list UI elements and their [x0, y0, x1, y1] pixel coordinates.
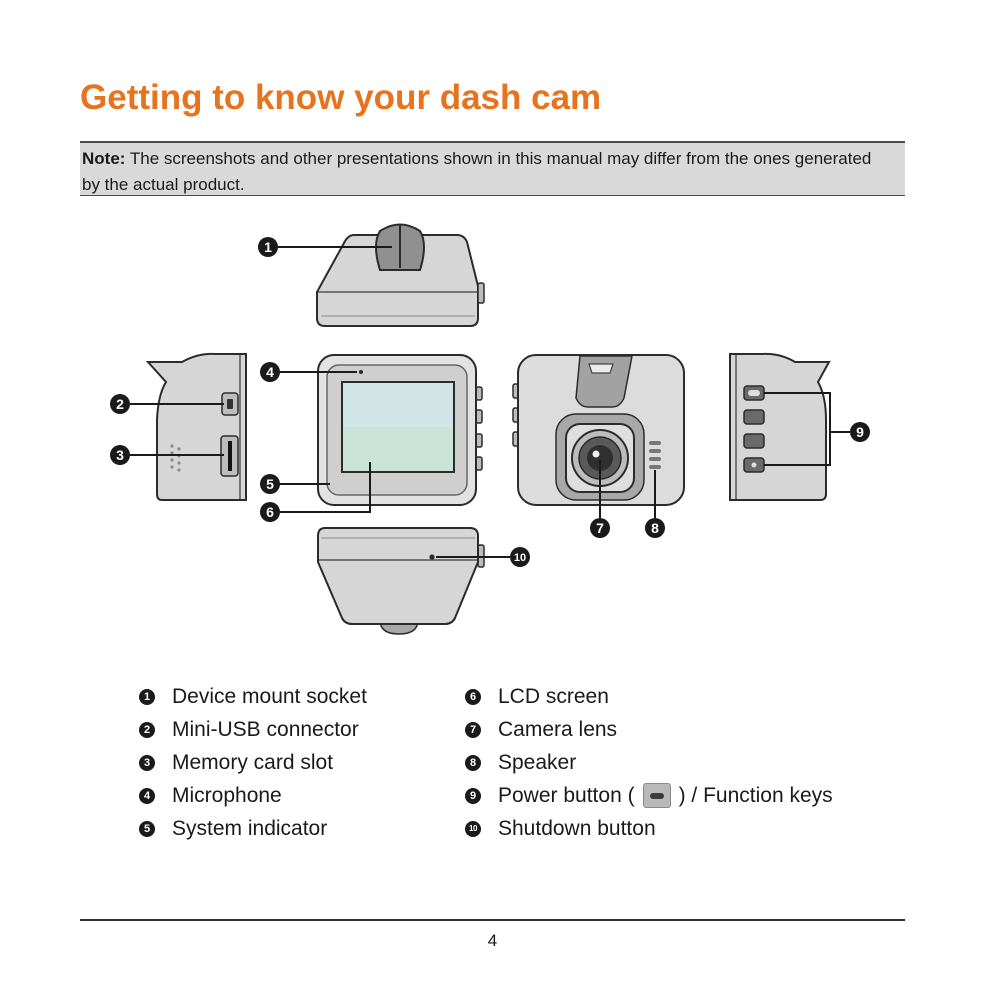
dash-cam-bottom-view: [318, 528, 484, 634]
callout-7: [590, 518, 610, 538]
footer-divider: [80, 919, 905, 921]
legend-label: Memory card slot: [172, 750, 334, 774]
legend-label: Microphone: [172, 783, 282, 807]
note-label: Note:: [82, 149, 126, 168]
mini-usb-connector: [222, 393, 238, 415]
legend-label: Shutdown button: [498, 816, 656, 840]
callout-2-number: 2: [116, 396, 124, 412]
callout-8: [645, 518, 665, 538]
microphone: [359, 370, 363, 374]
note-paragraph: [82, 146, 872, 198]
legend-label: Camera lens: [498, 717, 618, 741]
page-number: 4: [487, 931, 498, 950]
legend-label: System indicator: [172, 816, 328, 840]
callout-2: [110, 394, 130, 414]
callout-3: [110, 445, 130, 465]
legend-label: Speaker: [498, 750, 577, 774]
legend-number: 5: [139, 821, 155, 837]
legend-number: 3: [139, 755, 155, 771]
callout-10: [510, 547, 530, 567]
legend-label: Mini-USB connector: [172, 717, 359, 741]
legend-number: 6: [465, 689, 481, 705]
dash-cam-left-view: [148, 354, 246, 500]
dash-cam-front-view: [318, 355, 482, 505]
function-key-1: [744, 410, 764, 424]
callout-5: [260, 474, 280, 494]
legend-number: 2: [139, 722, 155, 738]
legend-item: [465, 680, 833, 713]
callout-9: [850, 422, 870, 442]
callout-1: [258, 237, 278, 257]
legend-number: 4: [139, 788, 155, 804]
dash-cam-top-view: [317, 224, 484, 326]
note-text: The screenshots and other presentations shown in this manual may differ from the ones generated by the actual product.: [82, 149, 872, 194]
legend-item: [139, 812, 367, 845]
dash-cam-back-view: [513, 355, 684, 505]
shutdown-button: [429, 554, 434, 559]
legend-item: [139, 779, 367, 812]
legend-item: [465, 746, 833, 779]
callout-1-number: 1: [264, 239, 272, 255]
dash-cam-diagram: [0, 205, 985, 655]
note-box: [80, 141, 905, 196]
legend-item: [465, 812, 833, 845]
legend-item: [139, 746, 367, 779]
callout-9-number: 9: [856, 424, 864, 440]
legend-number: 9: [465, 788, 481, 804]
power-button-icon: [643, 783, 671, 808]
legend-label: Device mount socket: [172, 684, 367, 708]
callout-6-number: 6: [266, 504, 274, 520]
legend-item: [139, 680, 367, 713]
callout-4: [260, 362, 280, 382]
legend-number: 8: [465, 755, 481, 771]
legend-item: [139, 713, 367, 746]
callout-6: [260, 502, 280, 522]
lcd-screen: [342, 382, 454, 472]
legend-label: LCD screen: [498, 684, 609, 708]
callout-7-number: 7: [596, 520, 604, 536]
legend-number: 10: [465, 821, 481, 837]
function-key-3: [744, 458, 764, 472]
power-button: [744, 386, 764, 400]
legend-right-column: [465, 680, 833, 845]
legend-label: Power button (: [498, 783, 635, 807]
callout-5-number: 5: [266, 476, 274, 492]
callout-3-number: 3: [116, 447, 124, 463]
legend-item: [465, 713, 833, 746]
legend-number: 7: [465, 722, 481, 738]
legend-label-suffix: ) / Function keys: [678, 783, 833, 807]
legend-item: [465, 779, 833, 812]
callout-4-number: 4: [266, 364, 274, 380]
legend-left-column: [139, 680, 367, 845]
callout-8-number: 8: [651, 520, 659, 536]
dash-cam-right-view: [730, 354, 829, 500]
function-key-2: [744, 434, 764, 448]
legend-number: 1: [139, 689, 155, 705]
callout-10-number: 10: [513, 552, 527, 564]
page-title: Getting to know your dash cam: [80, 78, 602, 117]
